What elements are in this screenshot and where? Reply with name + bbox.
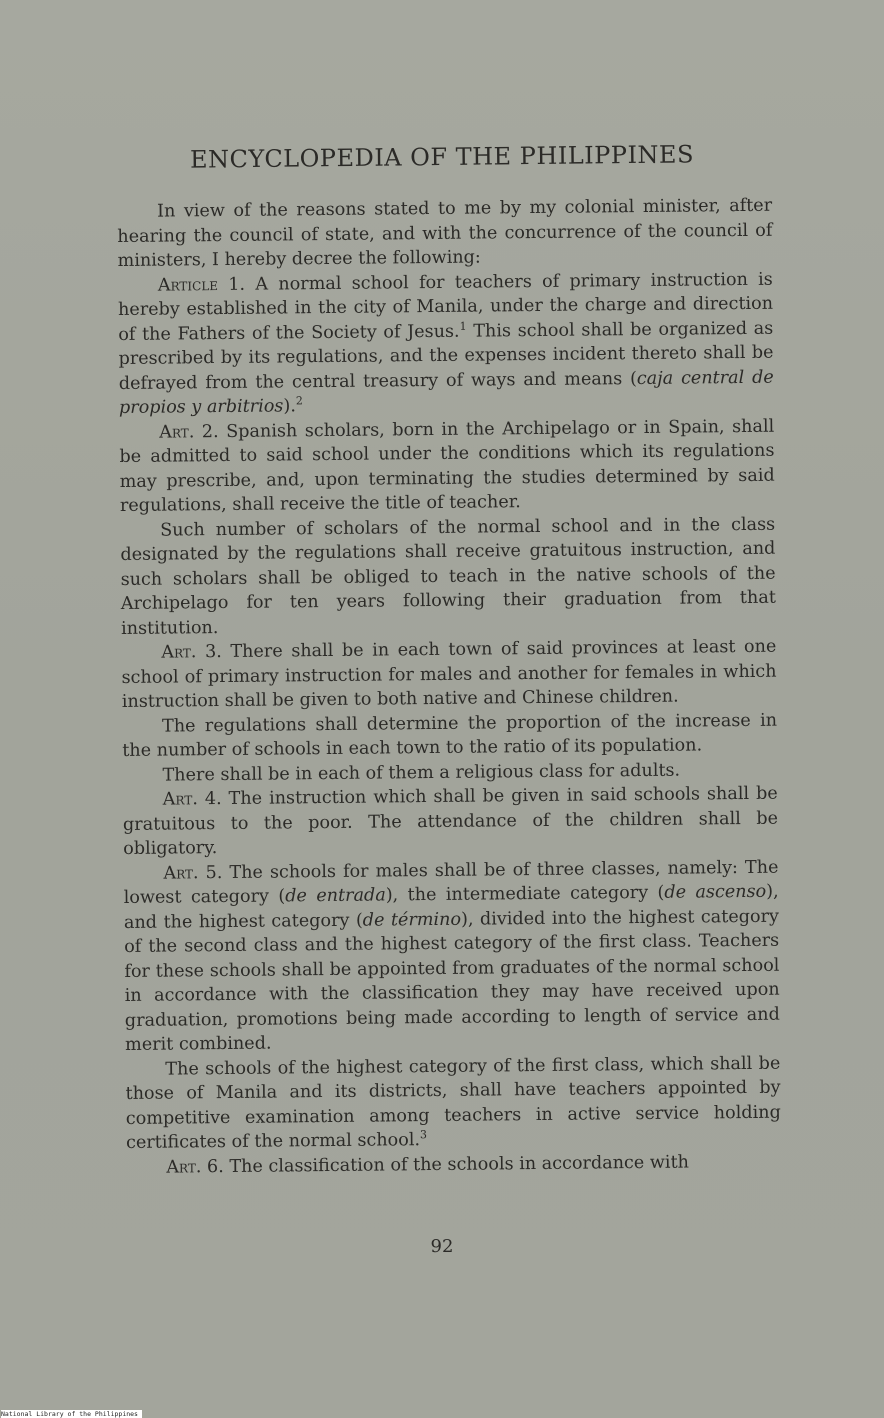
text-run: This school shall be organized as prescribed by its regulations, and the expenses incident thereto shall be defrayed from the central treasury of ways and means ( — [118, 318, 774, 394]
text-run: In view of the reasons stated to me by my colonial minister, after hearing the council of state, and with the concurrence of the council of ministers, I hereby decree the following: — [117, 195, 773, 271]
text-run: There shall be in each of them a religious class for adults. — [162, 760, 681, 786]
text-run: ). — [283, 396, 296, 417]
paragraph — [122, 708, 777, 763]
text-run: The regulations shall determine the proportion of the increase in the number of schools in each town to the ratio of its population. — [122, 710, 778, 761]
paragraph — [121, 635, 777, 715]
library-credit: National Library of the Philippines — [1, 1410, 142, 1418]
article-label: Art. 6. — [166, 1156, 224, 1178]
paragraph — [123, 855, 780, 1057]
italic-term: caja central de propios y arbitrios — [118, 367, 774, 418]
text-run: ), and the highest category ( — [123, 881, 779, 933]
text-run: Spanish scholars, born in the Archipelago or in Spain, shall be admitted to said school under the conditions which its regulations may prescribe, and, upon terminating the studies determined by said regulations, shall receive the title of teacher. — [119, 416, 775, 516]
running-header: ENCYCLOPEDIA OF THE PHILIPPINES — [189, 140, 695, 174]
text-run: Such number of scholars of the normal school and in the class designated by the regulations shall receive gratuitous instruction, and such scholars shall be obliged to teach in the native schools of the Archipelago for ten years following their graduation from that institution. — [120, 514, 776, 639]
footnote-ref: 1 — [459, 319, 467, 333]
text-run: The classification of the schools in accordance with — [223, 1152, 690, 1177]
italic-term: de entrada — [285, 885, 386, 907]
text-run: The schools of the highest category of the first class, which shall be those of Manila and its districts, shall have teachers appointed by competitive examination among teachers in active service holding certificates of the normal school. — [125, 1053, 781, 1153]
paragraph — [123, 782, 779, 862]
footnote-ref: 3 — [419, 1128, 428, 1142]
article-label: Art. 4. — [162, 789, 222, 810]
paragraph — [119, 414, 775, 518]
text-run: The instruction which shall be given in said schools shall be gratuitous to the poor. The attendance of the children shall be obligatory. — [122, 783, 779, 859]
footnote-ref: 2 — [295, 394, 303, 408]
body-text — [117, 194, 781, 1180]
paragraph — [118, 267, 774, 420]
text-run: ), the intermediate category ( — [385, 882, 665, 906]
paragraph — [125, 1051, 781, 1155]
text-run: ), divided into the highest category of the second class and the highest category of the first class. Teachers for these schools shall be appointed from graduates of the normal school in accordance with the classification they may have received upon graduation, promotions being made according to length of service and merit combined. — [124, 906, 780, 1055]
article-label: Art. 5. — [163, 862, 223, 884]
text-run: The schools for males shall be of three classes, namely: The lowest category ( — [123, 857, 779, 908]
article-label: Article 1. — [157, 274, 246, 296]
paragraph — [117, 194, 773, 274]
text-run: There shall be in each town of said provinces at least one school of primary instruction for males and another for females in which instruction shall be given to both native and Chinese children. — [121, 636, 777, 712]
italic-term: de término — [362, 909, 462, 931]
italic-term: de ascenso — [664, 881, 767, 903]
article-label: Art. 3. — [161, 642, 222, 663]
paragraph — [120, 512, 776, 641]
text-run: A normal school for teachers of primary instruction is hereby established in the city of Manila, under the charge and direction of the Fathers of the Society of Jesus. — [117, 269, 774, 345]
article-label: Art. 2. — [159, 421, 219, 443]
page-number: 92 — [430, 1236, 454, 1257]
